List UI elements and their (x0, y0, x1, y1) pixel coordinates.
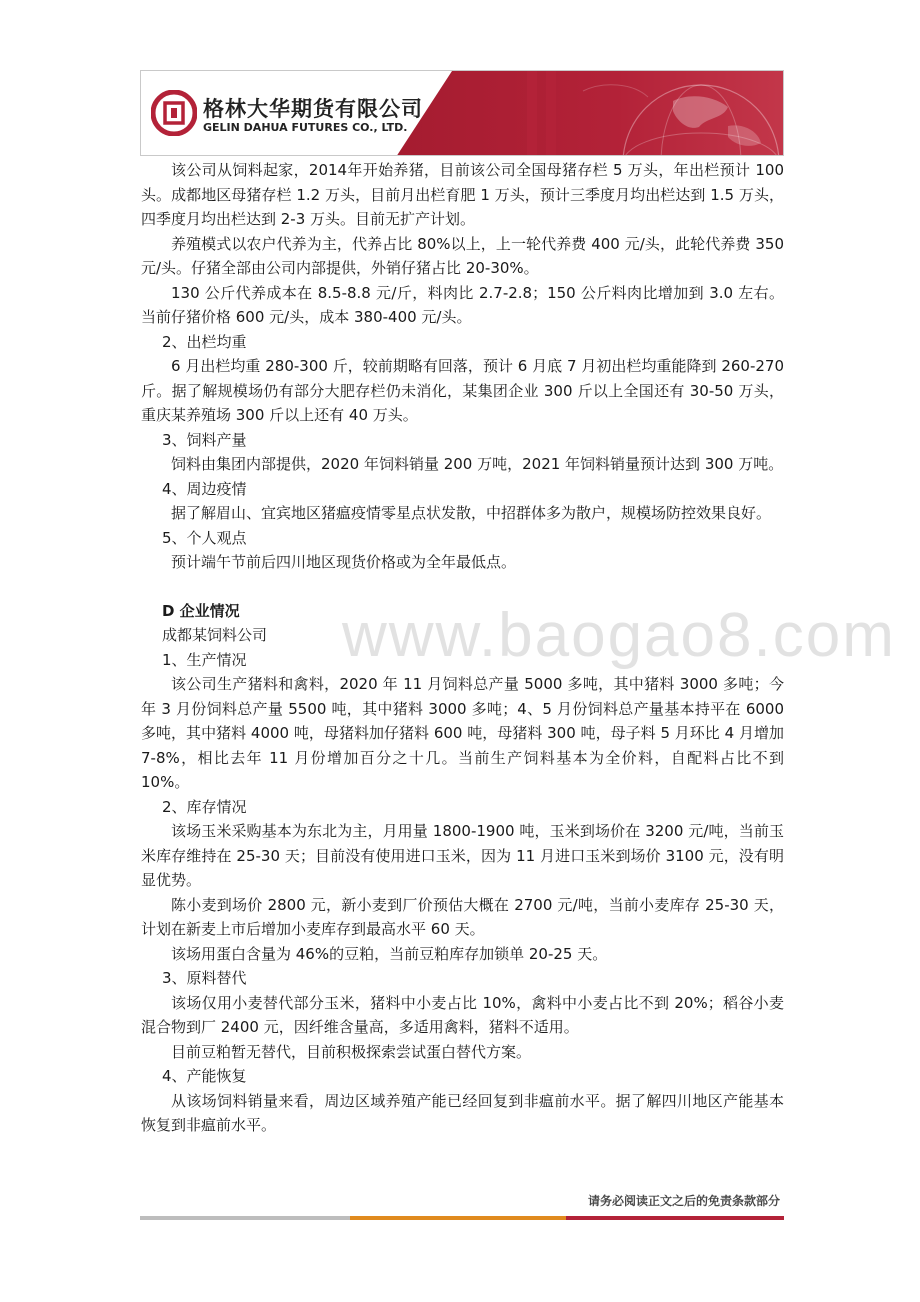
document-body (141, 158, 784, 1138)
subheading-epidemic: 4、周边疫情 (162, 479, 247, 498)
header-banner (140, 70, 784, 156)
section-title-d: D 企业情况 (162, 601, 240, 620)
subheading-feed-output: 3、饲料产量 (162, 430, 247, 449)
company-name-cn: 格林大华期货有限公司 (203, 97, 423, 121)
paragraph: 目前豆粕暂无替代，目前积极探索尝试蛋白替代方案。 (171, 1042, 532, 1061)
paragraph: 该场仅用小麦替代部分玉米，猪料中小麦占比 10%，禽料中小麦占比不到 20%；稻谷小麦混合物到厂 2400 元，因纤维含量高，多适用禽料，猪料不适用。 (141, 993, 784, 1036)
paragraph: 该场用蛋白含量为 46%的豆粕，当前豆粕库存加锁单 20-25 天。 (171, 944, 608, 963)
paragraph: 从该场饲料销量来看，周边区域养殖产能已经回复到非瘟前水平。据了解四川地区产能基本恢复到非瘟前水平。 (141, 1091, 784, 1134)
paragraph: 该公司从饲料起家，2014年开始养猪，目前该公司全国母猪存栏 5 万头，年出栏预计 100 头。成都地区母猪存栏 1.2 万头，目前月出栏育肥 1 万头，预计三季度月均出栏达到 1.5 万头，四季度月均出栏达到 2-3 万头。目前无扩产计划。 (141, 161, 784, 228)
paragraph: 养殖模式以农户代养为主，代养占比 80%以上，上一轮代养费 400 元/头，此轮代养费 350 元/头。仔猪全部由公司内部提供，外销仔猪占比 20-30%。 (141, 234, 784, 277)
subheading-substitution: 3、原料替代 (162, 969, 247, 987)
gelin-dahua-logo-icon (151, 90, 197, 136)
paragraph: 陈小麦到场价 2800 元，新小麦到厂价预估大概在 2700 元/吨，当前小麦库存 25-30 天，计划在新麦上市后增加小麦库存到最高水平 60 天。 (141, 895, 784, 938)
paragraph: 130 公斤代养成本在 8.5-8.8 元/斤，料肉比 2.7-2.8；150 公斤料肉比增加到 3.0 左右。当前仔猪价格 600 元/头，成本 380-400 元/头。 (141, 283, 784, 326)
subheading-weight: 2、出栏均重 (162, 332, 247, 351)
footer-bar-gray (140, 1216, 350, 1220)
subheading-production: 1、生产情况 (162, 650, 247, 669)
company-name-en: GELIN DAHUA FUTURES CO., LTD. (203, 121, 408, 134)
paragraph: 据了解眉山、宜宾地区猪瘟疫情零星点状发散，中招群体多为散户，规模场防控效果良好。 (171, 504, 772, 522)
paragraph: 该公司生产猪料和禽料，2020 年 11 月饲料总产量 5000 多吨，其中猪料 3000 多吨；今年 3 月份饲料总产量 5500 吨，其中猪料 3000 多吨；4、5 月份饲料总产量基本持平在 6000 多吨，其中猪料 4000 吨，母猪料加仔猪料 600 吨，母猪料 300 吨，母子料 5 月环比 4 月增加 7-8%，相比去年 11 月份增加百分之十几。当前生产饲料基本为全价料，自配料占比不到 10%。 (141, 675, 784, 791)
subheading-personal-view: 5、个人观点 (162, 528, 247, 547)
footer-bar-red (566, 1216, 784, 1220)
paragraph: 饲料由集团内部提供，2020 年饲料销量 200 万吨，2021 年饲料销量预计达到 300 万吨。 (171, 455, 784, 473)
subheading-capacity: 4、产能恢复 (162, 1067, 247, 1085)
watermark: www.baogao8.com (342, 601, 896, 670)
paragraph: 6 月出栏均重 280-300 斤，较前期略有回落，预计 6 月底 7 月初出栏均重能降到 260-270 斤。据了解规模场仍有部分大肥存栏仍未消化，某集团企业 300 斤以上全国还有 30-50 万头，重庆某养殖场 300 斤以上还有 40 万头。 (141, 357, 784, 424)
disclaimer-note: 请务必阅读正文之后的免责条款部分 (587, 1194, 780, 1208)
paragraph: 预计端午节前后四川地区现货价格或为全年最低点。 (171, 553, 517, 571)
footer-bar-orange (350, 1216, 566, 1220)
globe-icon (523, 71, 783, 156)
subheading-inventory: 2、库存情况 (162, 797, 247, 816)
paragraph: 该场玉米采购基本为东北为主，月用量 1800-1900 吨，玉米到场价在 3200 元/吨，当前玉米库存维持在 25-30 天；目前没有使用进口玉米，因为 11 月进口玉米到场价 3100 元，没有明显优势。 (141, 822, 784, 889)
company-subtitle: 成都某饲料公司 (162, 626, 268, 644)
